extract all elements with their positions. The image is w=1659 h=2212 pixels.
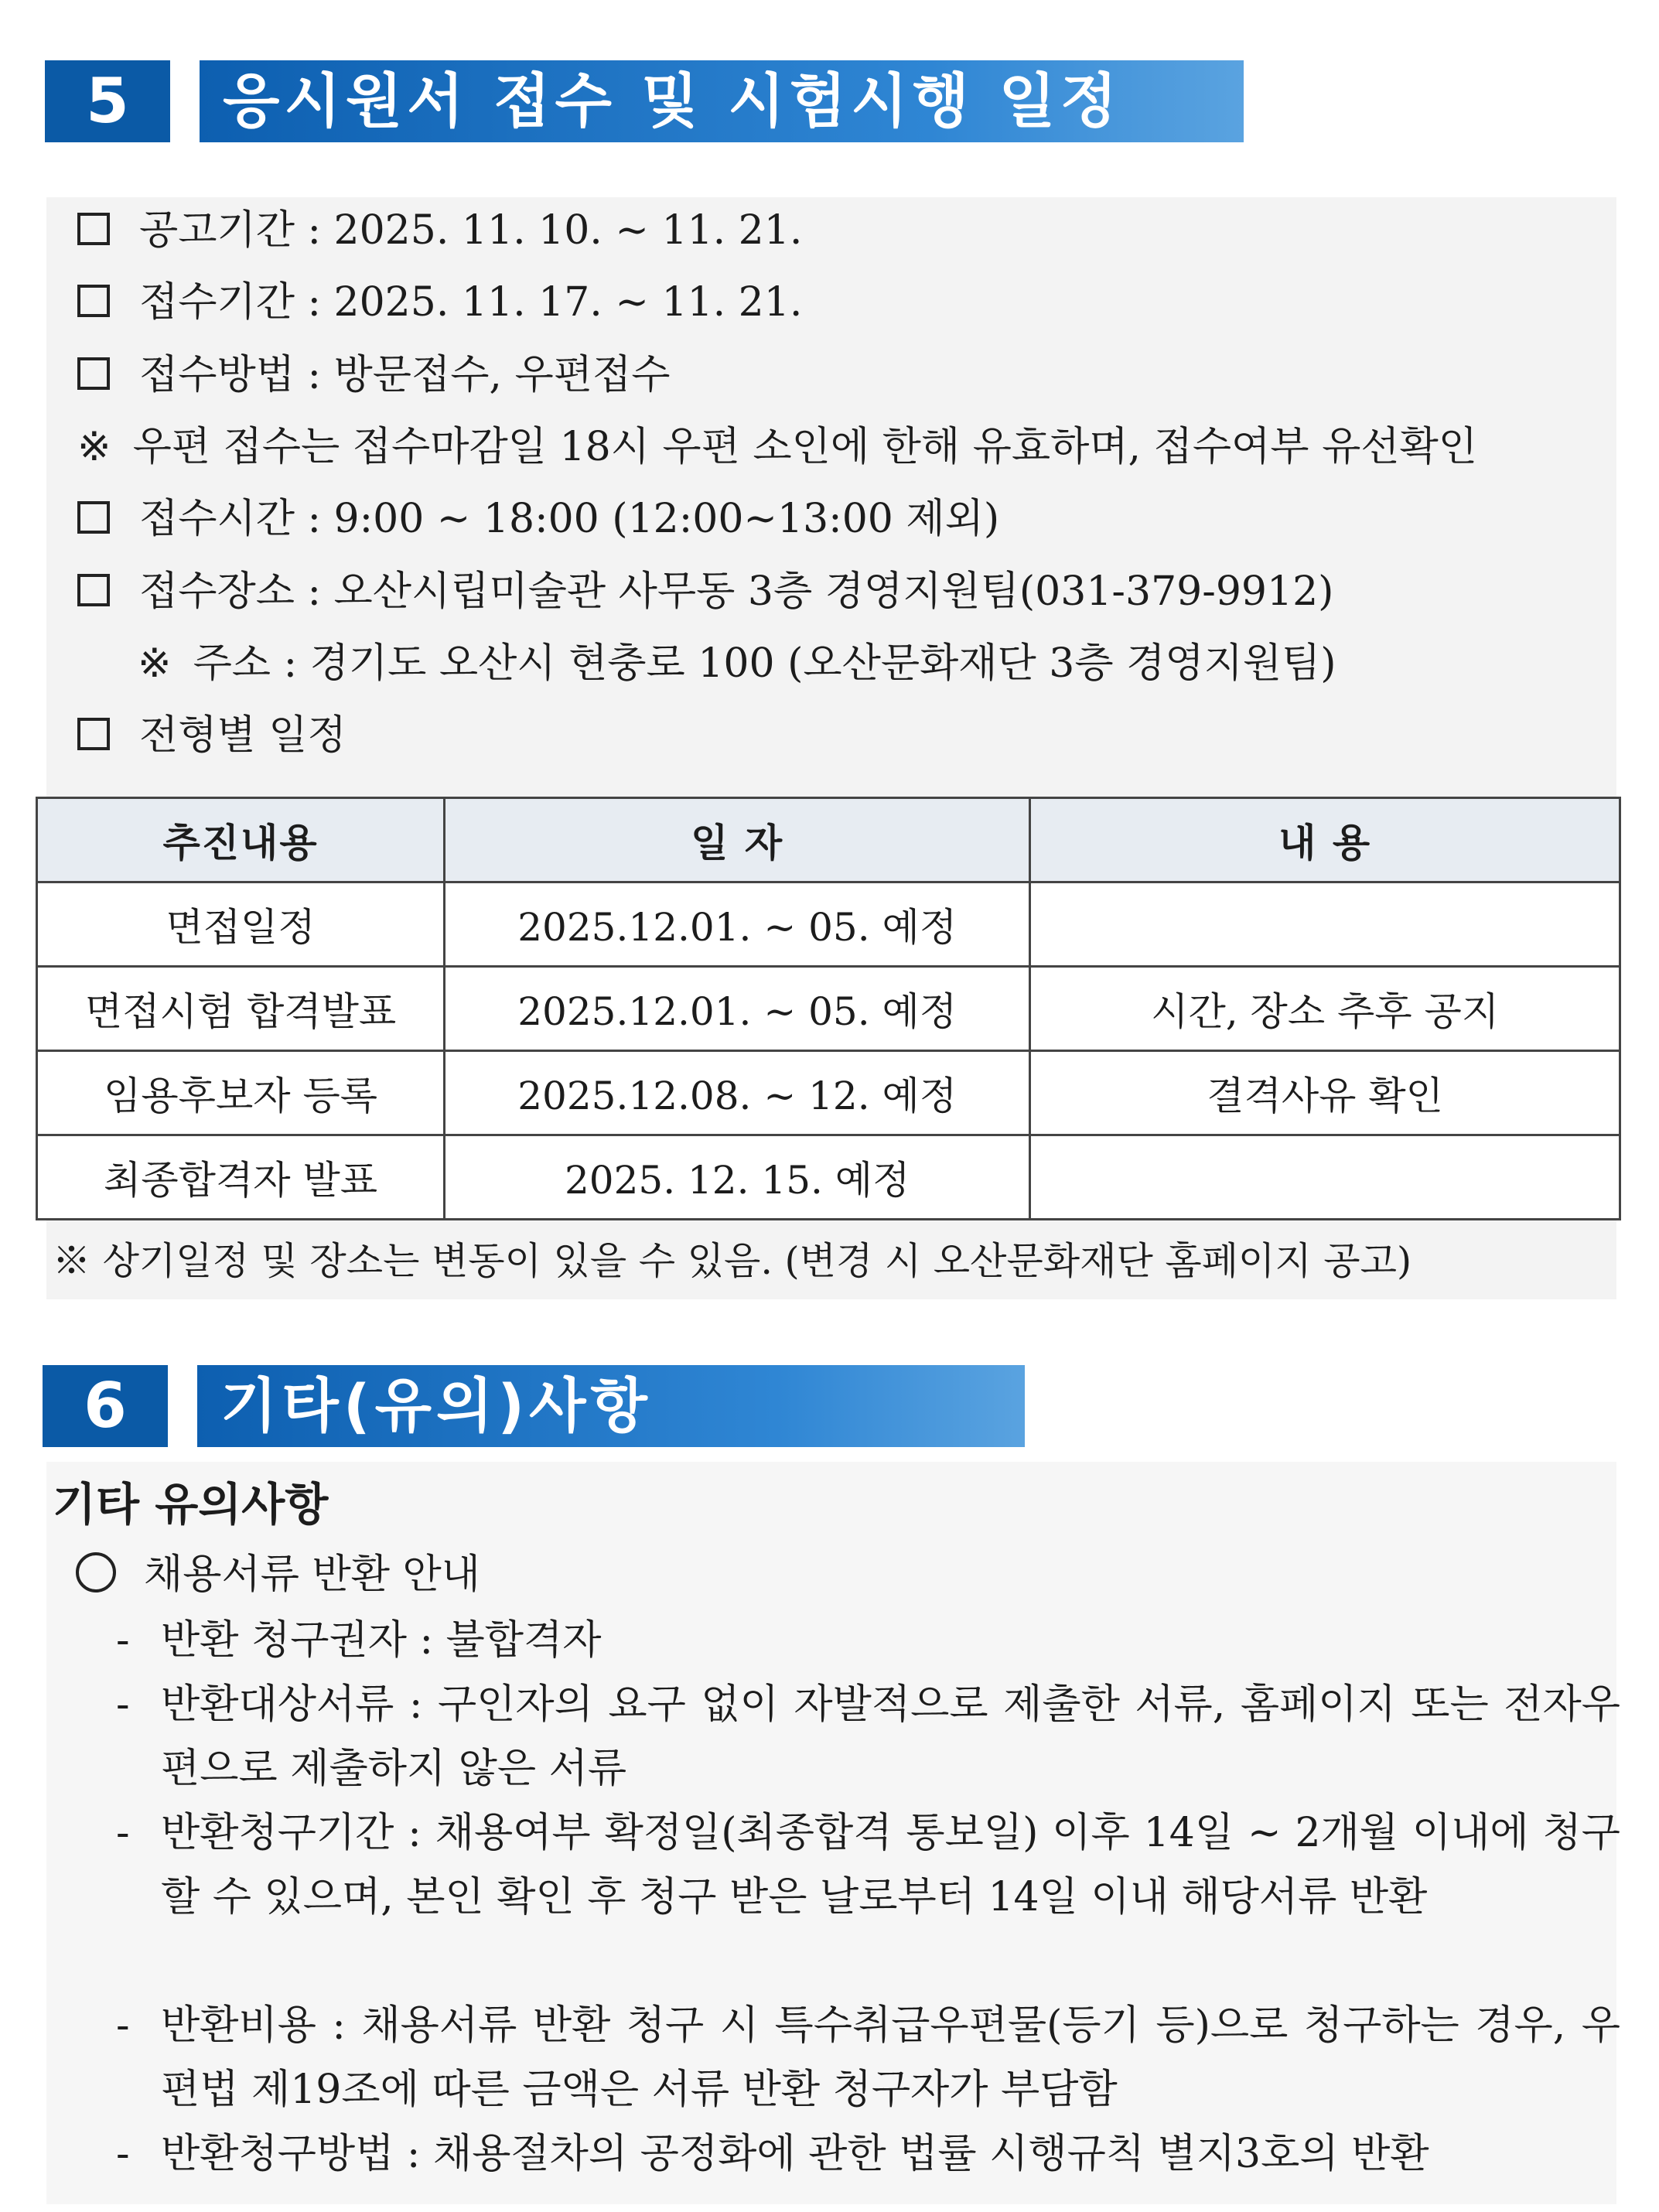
section6-subheading: 기타 유의사항 — [53, 1478, 329, 1531]
table-cell: 면접시험 합격발표 — [37, 967, 445, 1051]
table-cell: 2025.12.08. ~ 12. 예정 — [445, 1051, 1030, 1135]
return-method-item — [116, 2122, 1620, 2186]
return-claimant-item — [116, 1609, 1620, 1673]
checkbox-bullet-icon — [77, 574, 110, 606]
return-documents-item — [116, 1673, 1620, 1801]
checkbox-bullet-icon — [77, 213, 110, 245]
mail-note-item — [77, 422, 1477, 473]
return-cost-item — [116, 1994, 1620, 2122]
table-cell: 결격사유 확인 — [1030, 1051, 1620, 1135]
application-method-text: 접수방법 : 방문접수, 우편접수 — [139, 352, 671, 398]
table-cell: 2025. 12. 15. 예정 — [445, 1135, 1030, 1220]
table-cell: 2025.12.01. ~ 05. 예정 — [445, 967, 1030, 1051]
reference-mark: ※ — [138, 640, 172, 687]
dash-bullet: - — [116, 1681, 130, 1728]
notice-period-item — [77, 205, 802, 256]
checkbox-bullet-icon — [77, 357, 110, 390]
return-period-item — [116, 1801, 1620, 1930]
section5-header — [45, 60, 1244, 142]
application-period-item — [77, 277, 802, 328]
document-return-item — [76, 1543, 480, 1606]
checkbox-bullet-icon — [77, 501, 110, 534]
column-header: 추진내용 — [37, 798, 445, 882]
table-header-row — [37, 798, 1620, 882]
section6-header — [43, 1365, 1025, 1447]
return-documents-text: 반환대상서류 : 구인자의 요구 없이 자발적으로 제출한 서류, 홈페이지 또는 전자우편으로 제출하지 않은 서류 — [161, 1681, 1620, 1792]
dash-bullet: - — [116, 2002, 130, 2049]
return-method-text: 반환청구방법 : 채용절차의 공정화에 관한 법률 시행규칙 별지3호의 반환 — [161, 2131, 1429, 2177]
table-row — [37, 967, 1620, 1051]
schedule-table — [36, 797, 1621, 1220]
table-cell: 면접일정 — [37, 882, 445, 967]
table-cell: 임용후보자 등록 — [37, 1051, 445, 1135]
dash-bullet: - — [116, 1810, 130, 1856]
table-cell: 시간, 장소 추후 공지 — [1030, 967, 1620, 1051]
section5-title: 응시원서 접수 및 시험시행 일정 — [200, 60, 1244, 142]
table-cell: 2025.12.01. ~ 05. 예정 — [445, 882, 1030, 967]
dash-bullet: - — [116, 2131, 130, 2177]
notice-period-text: 공고기간 : 2025. 11. 10. ~ 11. 21. — [139, 207, 803, 254]
return-claimant-text: 반환 청구권자 : 불합격자 — [161, 1617, 602, 1664]
application-method-item — [77, 350, 670, 401]
column-header: 일 자 — [445, 798, 1030, 882]
schedule-change-note: ※ 상기일정 및 장소는 변동이 있을 수 있음. (변경 시 오산문화재단 홈페이지 공고) — [53, 1239, 1412, 1283]
table-row — [37, 1051, 1620, 1135]
application-place-item — [77, 566, 1333, 617]
schedule-heading-text: 전형별 일정 — [139, 712, 346, 759]
circle-bullet-icon — [76, 1552, 116, 1592]
application-hours-text: 접수시간 : 9:00 ~ 18:00 (12:00~13:00 제외) — [139, 496, 1000, 542]
section6-title: 기타(유의)사항 — [197, 1365, 1025, 1447]
section6-number: 6 — [43, 1365, 168, 1447]
document-return-title: 채용서류 반환 안내 — [144, 1551, 480, 1598]
dash-bullet: - — [116, 1617, 130, 1664]
application-period-text: 접수기간 : 2025. 11. 17. ~ 11. 21. — [139, 279, 803, 326]
return-period-text: 반환청구기간 : 채용여부 확정일(최종합격 통보일) 이후 14일 ~ 2개월 이내에 청구할 수 있으며, 본인 확인 후 청구 받은 날로부터 14일 이내 해당서류 반환 — [161, 1810, 1620, 1920]
table-cell: 최종합격자 발표 — [37, 1135, 445, 1220]
return-cost-text: 반환비용 : 채용서류 반환 청구 시 특수취급우편물(등기 등)으로 청구하는 경우, 우편법 제19조에 따른 금액은 서류 반환 청구자가 부담함 — [161, 2002, 1620, 2113]
table-row — [37, 1135, 1620, 1220]
application-hours-item — [77, 493, 999, 544]
section5-number: 5 — [45, 60, 170, 142]
reference-mark: ※ — [77, 424, 111, 470]
mail-note-text: 우편 접수는 접수마감일 18시 우편 소인에 한해 유효하며, 접수여부 유선확인 — [132, 424, 1478, 470]
table-cell — [1030, 1135, 1620, 1220]
table-row — [37, 882, 1620, 967]
checkbox-bullet-icon — [77, 285, 110, 317]
table-cell — [1030, 882, 1620, 967]
schedule-heading-item — [77, 710, 346, 761]
address-note-item — [138, 638, 1336, 689]
application-place-text: 접수장소 : 오산시립미술관 사무동 3층 경영지원팀(031-379-9912) — [139, 568, 1334, 615]
checkbox-bullet-icon — [77, 718, 110, 750]
column-header: 내 용 — [1030, 798, 1620, 882]
address-note-text: 주소 : 경기도 오산시 현충로 100 (오산문화재단 3층 경영지원팀) — [193, 640, 1336, 687]
